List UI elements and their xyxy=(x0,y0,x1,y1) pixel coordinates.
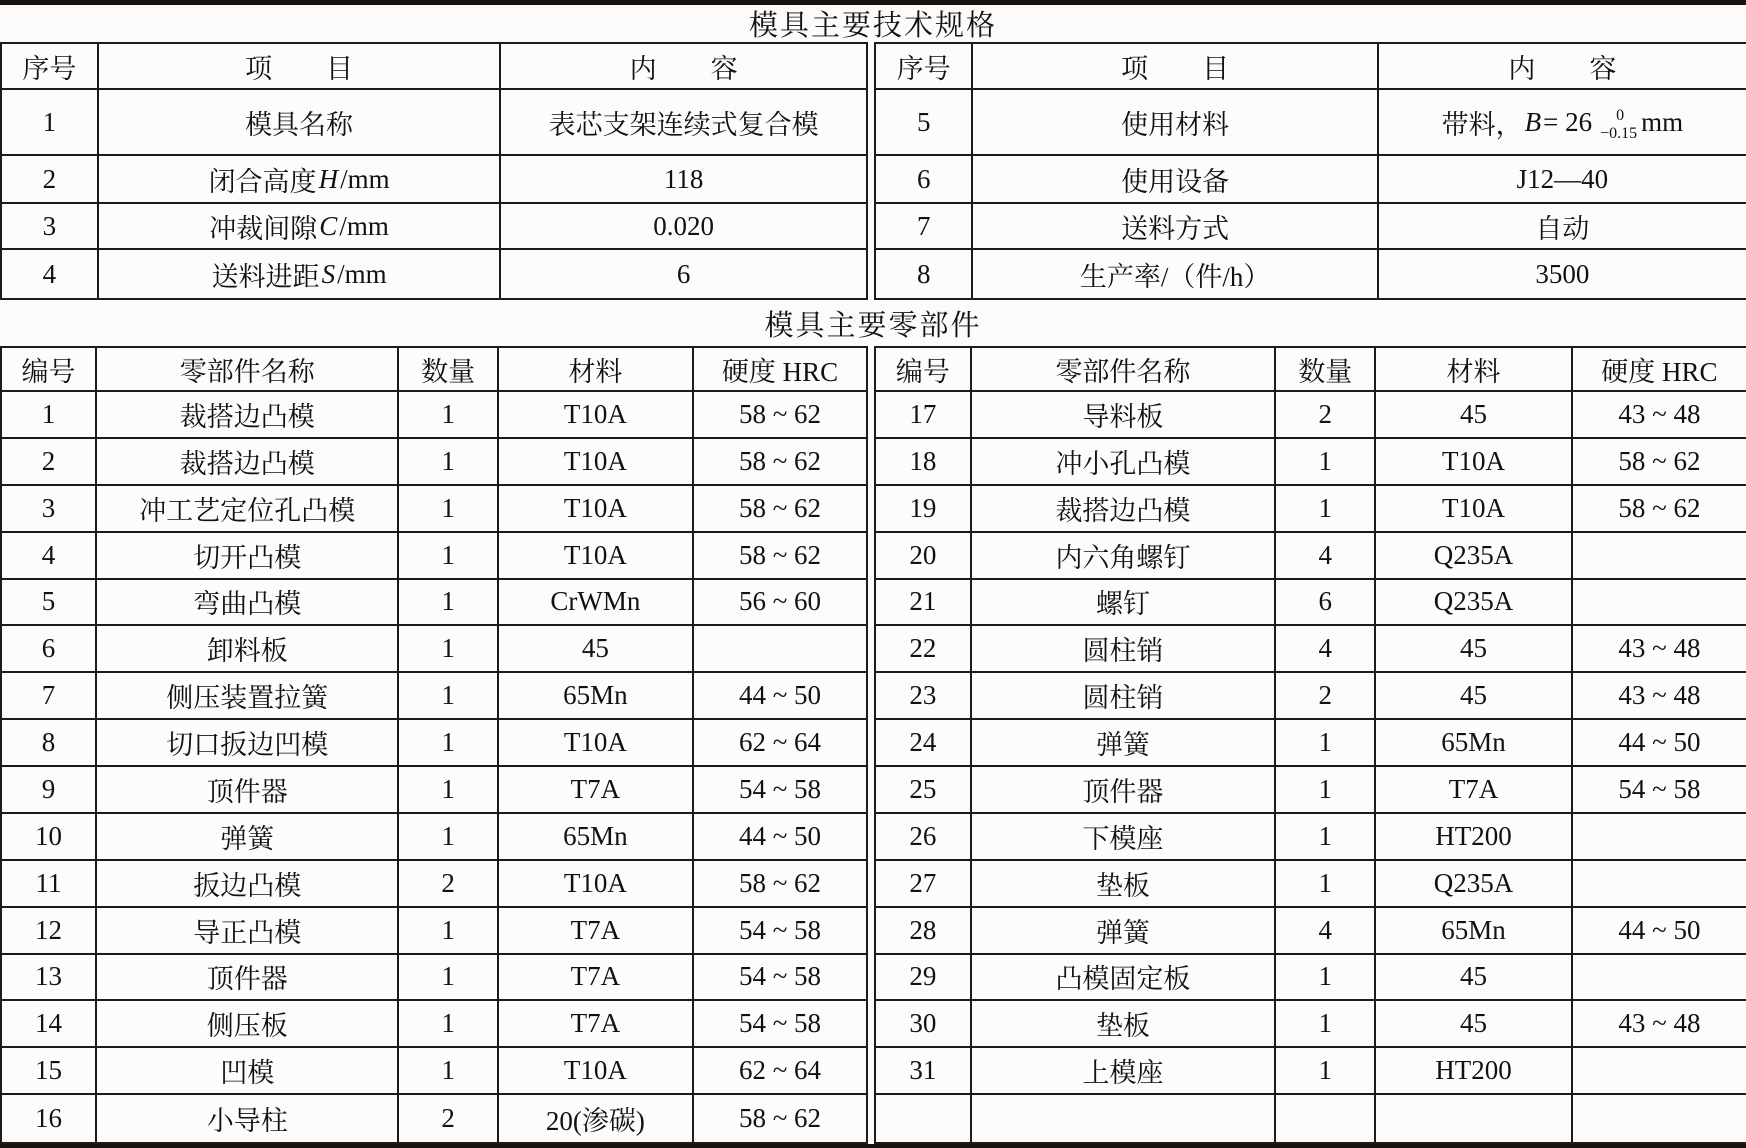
spec-cell-item: 送料方式 xyxy=(973,204,1378,250)
spec-cell-item: 模具名称 xyxy=(99,90,502,156)
parts-table-left xyxy=(0,346,868,1144)
parts-cell-1 xyxy=(972,1095,1277,1142)
parts-cell-2: 2 xyxy=(399,1095,498,1142)
parts-cell-3: T10A xyxy=(1376,439,1573,486)
parts-cell-0: 9 xyxy=(2,767,97,814)
parts-cell-1: 垫板 xyxy=(972,1001,1277,1048)
parts-cell-2: 1 xyxy=(399,533,498,580)
spec-header-2: 内 容 xyxy=(501,44,866,90)
parts-cell-0: 27 xyxy=(876,861,972,908)
parts-cell-1: 凸模固定板 xyxy=(972,955,1277,1002)
parts-cell-3: Q235A xyxy=(1376,861,1573,908)
parts-cell-1: 切口扳边凹模 xyxy=(97,720,399,767)
parts-cell-4: 54 ~ 58 xyxy=(1573,767,1746,814)
parts-header-2: 数量 xyxy=(399,348,498,392)
spec-cell-item: 冲裁间隙 C /mm xyxy=(99,204,502,250)
spec-cell-value: 3500 xyxy=(1535,258,1590,289)
parts-cell-1: 内六角螺钉 xyxy=(972,533,1277,580)
parts-cell-1: 切开凸模 xyxy=(97,533,399,580)
parts-cell-2: 1 xyxy=(1276,1001,1376,1048)
spec-cell-item: 闭合高度 H /mm xyxy=(99,156,502,204)
parts-cell-0: 11 xyxy=(2,861,97,908)
parts-cell-3: T10A xyxy=(499,533,694,580)
parts-cell-0: 5 xyxy=(2,580,97,627)
parts-header-3: 材料 xyxy=(499,348,694,392)
parts-cell-3: T7A xyxy=(499,908,694,955)
parts-header-2: 数量 xyxy=(1276,348,1376,392)
parts-cell-2: 1 xyxy=(399,767,498,814)
parts-cell-2: 4 xyxy=(1276,908,1376,955)
parts-cell-3: T10A xyxy=(1376,486,1573,533)
parts-cell-3: 45 xyxy=(1376,673,1573,720)
spec-cell-value: 带料， B = 26 0 −0.15 mm xyxy=(1379,90,1746,156)
parts-cell-0: 23 xyxy=(876,673,972,720)
spec-cell-no: 2 xyxy=(2,156,99,204)
parts-cell-4: 58 ~ 62 xyxy=(694,439,866,486)
parts-cell-0: 10 xyxy=(2,814,97,861)
parts-cell-3: HT200 xyxy=(1376,1048,1573,1095)
parts-cell-4: 58 ~ 62 xyxy=(694,533,866,580)
parts-table xyxy=(0,346,1746,1144)
parts-cell-2: 1 xyxy=(399,486,498,533)
parts-cell-0: 17 xyxy=(876,392,972,439)
parts-cell-3: Q235A xyxy=(1376,580,1573,627)
parts-cell-0: 18 xyxy=(876,439,972,486)
spec-table-right-half xyxy=(874,42,1746,300)
spec-header-1: 项 目 xyxy=(99,44,502,90)
spec-cell-no: 3 xyxy=(2,204,99,250)
parts-cell-2: 1 xyxy=(1276,861,1376,908)
parts-cell-1: 螺钉 xyxy=(972,580,1277,627)
parts-header-0: 编号 xyxy=(876,348,972,392)
spec-table-left-half xyxy=(0,42,868,300)
parts-cell-1: 扳边凸模 xyxy=(97,861,399,908)
parts-cell-3: 45 xyxy=(1376,955,1573,1002)
parts-cell-4 xyxy=(1573,814,1746,861)
parts-cell-1: 弹簧 xyxy=(972,908,1277,955)
parts-cell-4: 62 ~ 64 xyxy=(694,720,866,767)
spec-cell-item: 生产率/（件/h） xyxy=(973,250,1378,298)
parts-cell-3: 65Mn xyxy=(1376,908,1573,955)
parts-cell-4 xyxy=(1573,1048,1746,1095)
parts-cell-1: 裁搭边凸模 xyxy=(97,392,399,439)
parts-table-right xyxy=(874,346,1746,1144)
parts-cell-1: 顶件器 xyxy=(97,955,399,1002)
parts-table-title: 模具主要零部件 xyxy=(764,309,982,342)
spec-cell-no: 1 xyxy=(2,90,99,156)
parts-cell-1: 圆柱销 xyxy=(972,673,1277,720)
parts-cell-0: 15 xyxy=(2,1048,97,1095)
parts-cell-4 xyxy=(1573,861,1746,908)
parts-cell-3: T7A xyxy=(1376,767,1573,814)
parts-cell-0: 12 xyxy=(2,908,97,955)
parts-cell-3 xyxy=(1376,1095,1573,1142)
parts-cell-2: 1 xyxy=(399,955,498,1002)
parts-cell-1: 垫板 xyxy=(972,861,1277,908)
parts-cell-2: 4 xyxy=(1276,626,1376,673)
parts-cell-4: 58 ~ 62 xyxy=(738,1103,822,1134)
spec-cell-no: 4 xyxy=(2,250,99,298)
spec-cell-item: 使用设备 xyxy=(973,156,1378,204)
parts-cell-4 xyxy=(1573,1095,1746,1142)
parts-cell-2: 1 xyxy=(1276,767,1376,814)
parts-cell-0: 1 xyxy=(2,392,97,439)
spec-cell-no: 6 xyxy=(876,156,973,204)
parts-cell-2: 1 xyxy=(399,814,498,861)
spec-cell-value: 0.020 xyxy=(501,204,866,250)
parts-cell-2: 2 xyxy=(399,861,498,908)
parts-cell-0: 25 xyxy=(876,767,972,814)
parts-cell-0: 22 xyxy=(876,626,972,673)
parts-cell-2: 1 xyxy=(399,580,498,627)
spec-header-2: 内 容 xyxy=(1379,44,1746,90)
parts-cell-2: 1 xyxy=(399,1048,498,1095)
parts-cell-4: 43 ~ 48 xyxy=(1573,392,1746,439)
parts-cell-4: 43 ~ 48 xyxy=(1573,1001,1746,1048)
parts-cell-2: 1 xyxy=(399,439,498,486)
parts-cell-0: 2 xyxy=(2,439,97,486)
parts-cell-1: 下模座 xyxy=(972,814,1277,861)
parts-cell-4: 54 ~ 58 xyxy=(694,767,866,814)
parts-cell-4: 54 ~ 58 xyxy=(694,908,866,955)
bottom-border-rule xyxy=(0,1144,1746,1148)
parts-cell-4: 62 ~ 64 xyxy=(694,1048,866,1095)
parts-cell-3: 45 xyxy=(1376,392,1573,439)
parts-cell-0: 21 xyxy=(876,580,972,627)
parts-cell-3: T7A xyxy=(499,767,694,814)
parts-cell-1: 导正凸模 xyxy=(97,908,399,955)
spec-header-0: 序号 xyxy=(2,44,99,90)
parts-cell-2: 4 xyxy=(1276,533,1376,580)
spec-cell-value: 118 xyxy=(501,156,866,204)
spec-cell-value: 表芯支架连续式复合模 xyxy=(501,90,866,156)
parts-cell-2: 1 xyxy=(399,673,498,720)
parts-cell-3: T10A xyxy=(499,720,694,767)
parts-cell-1: 冲小孔凸模 xyxy=(972,439,1277,486)
parts-cell-1: 侧压装置拉簧 xyxy=(97,673,399,720)
parts-cell-3: 65Mn xyxy=(499,673,694,720)
parts-cell-1: 弹簧 xyxy=(97,814,399,861)
parts-cell-1: 裁搭边凸模 xyxy=(972,486,1277,533)
spec-header-1: 项 目 xyxy=(973,44,1378,90)
parts-cell-1: 侧压板 xyxy=(97,1001,399,1048)
parts-cell-2: 1 xyxy=(1276,955,1376,1002)
parts-cell-1: 冲工艺定位孔凸模 xyxy=(97,486,399,533)
parts-cell-0: 7 xyxy=(2,673,97,720)
parts-cell-4: 44 ~ 50 xyxy=(694,814,866,861)
parts-cell-1: 卸料板 xyxy=(97,626,399,673)
parts-header-1: 零部件名称 xyxy=(97,348,399,392)
parts-cell-1: 裁搭边凸模 xyxy=(97,439,399,486)
parts-cell-2: 1 xyxy=(399,626,498,673)
parts-cell-3: 45 xyxy=(1376,626,1573,673)
parts-cell-0: 26 xyxy=(876,814,972,861)
parts-cell-1: 上模座 xyxy=(972,1048,1277,1095)
spec-cell-no: 5 xyxy=(876,90,973,156)
spec-cell-value: 6 xyxy=(676,258,691,289)
parts-cell-2: 1 xyxy=(1276,720,1376,767)
parts-cell-3: 45 xyxy=(1376,1001,1573,1048)
parts-cell-4: 58 ~ 62 xyxy=(694,861,866,908)
parts-cell-1: 导料板 xyxy=(972,392,1277,439)
parts-table-left-half xyxy=(0,346,868,1144)
parts-cell-4 xyxy=(1573,955,1746,1002)
parts-cell-0 xyxy=(876,1095,972,1142)
spec-header-0: 序号 xyxy=(876,44,973,90)
parts-cell-2: 1 xyxy=(1276,439,1376,486)
parts-cell-4 xyxy=(694,626,866,673)
parts-cell-0: 14 xyxy=(2,1001,97,1048)
parts-cell-2: 1 xyxy=(1276,1048,1376,1095)
tolerance-stack: 0 −0.15 xyxy=(1600,106,1638,142)
spec-cell-value: J12—40 xyxy=(1379,156,1746,204)
parts-cell-1: 弯曲凸模 xyxy=(97,580,399,627)
parts-cell-0: 6 xyxy=(2,626,97,673)
parts-header-1: 零部件名称 xyxy=(972,348,1277,392)
spec-table-right xyxy=(874,42,1746,300)
parts-cell-2: 2 xyxy=(1276,673,1376,720)
parts-cell-3: CrWMn xyxy=(499,580,694,627)
spec-table-left xyxy=(0,42,868,300)
parts-cell-3: 20(渗碳) xyxy=(499,1095,694,1142)
parts-cell-4: 58 ~ 62 xyxy=(1573,439,1746,486)
parts-cell-3: T7A xyxy=(499,1001,694,1048)
parts-cell-1: 圆柱销 xyxy=(972,626,1277,673)
parts-cell-2: 1 xyxy=(1276,486,1376,533)
parts-cell-2: 6 xyxy=(1276,580,1376,627)
spec-cell-no: 7 xyxy=(876,204,973,250)
parts-cell-3: T10A xyxy=(499,392,694,439)
parts-cell-4: 43 ~ 48 xyxy=(1573,626,1746,673)
parts-cell-4: 54 ~ 58 xyxy=(694,955,866,1002)
parts-header-0: 编号 xyxy=(2,348,97,392)
parts-cell-1: 小导柱 xyxy=(97,1095,399,1142)
parts-cell-2: 1 xyxy=(399,392,498,439)
spec-table-title: 模具主要技术规格 xyxy=(748,10,997,42)
parts-cell-2: 1 xyxy=(399,1001,498,1048)
spec-cell-no: 8 xyxy=(876,250,973,298)
parts-cell-3: T10A xyxy=(499,439,694,486)
parts-cell-0: 3 xyxy=(2,486,97,533)
parts-cell-2: 1 xyxy=(399,720,498,767)
parts-cell-0: 29 xyxy=(876,955,972,1002)
parts-cell-3: T7A xyxy=(499,955,694,1002)
parts-cell-3: 65Mn xyxy=(499,814,694,861)
parts-cell-3: Q235A xyxy=(1376,533,1573,580)
parts-cell-4: 58 ~ 62 xyxy=(1573,486,1746,533)
parts-cell-4: 44 ~ 50 xyxy=(1573,908,1746,955)
parts-cell-2: 2 xyxy=(1276,392,1376,439)
parts-cell-4: 58 ~ 62 xyxy=(694,392,866,439)
parts-cell-0: 31 xyxy=(876,1048,972,1095)
parts-cell-0: 16 xyxy=(2,1095,97,1142)
spec-cell-item: 使用材料 xyxy=(973,90,1378,156)
parts-cell-3: 65Mn xyxy=(1376,720,1573,767)
parts-cell-1: 凹模 xyxy=(97,1048,399,1095)
parts-cell-0: 8 xyxy=(2,720,97,767)
parts-cell-4: 56 ~ 60 xyxy=(694,580,866,627)
parts-cell-2 xyxy=(1276,1095,1376,1142)
parts-cell-4: 44 ~ 50 xyxy=(1573,720,1746,767)
parts-cell-4 xyxy=(1573,533,1746,580)
spec-cell-value: 自动 xyxy=(1379,204,1746,250)
parts-cell-3: T10A xyxy=(499,861,694,908)
parts-header-4: 硬度 HRC xyxy=(1573,348,1746,392)
parts-cell-0: 20 xyxy=(876,533,972,580)
parts-cell-3: T10A xyxy=(499,1048,694,1095)
parts-cell-0: 28 xyxy=(876,908,972,955)
parts-cell-1: 顶件器 xyxy=(972,767,1277,814)
parts-cell-0: 19 xyxy=(876,486,972,533)
parts-cell-0: 30 xyxy=(876,1001,972,1048)
parts-cell-4: 44 ~ 50 xyxy=(694,673,866,720)
parts-cell-0: 13 xyxy=(2,955,97,1002)
parts-cell-3: T10A xyxy=(499,486,694,533)
parts-header-4: 硬度 HRC xyxy=(694,348,866,392)
parts-header-3: 材料 xyxy=(1376,348,1573,392)
parts-cell-2: 1 xyxy=(1276,814,1376,861)
parts-cell-0: 24 xyxy=(876,720,972,767)
parts-cell-3: 45 xyxy=(499,626,694,673)
parts-cell-4 xyxy=(1573,580,1746,627)
parts-cell-1: 顶件器 xyxy=(97,767,399,814)
parts-cell-1: 弹簧 xyxy=(972,720,1277,767)
parts-cell-4: 54 ~ 58 xyxy=(694,1001,866,1048)
spec-cell-item: 送料进距 S /mm xyxy=(99,250,502,298)
parts-cell-4: 58 ~ 62 xyxy=(694,486,866,533)
parts-table-right-half xyxy=(874,346,1746,1144)
spec-table xyxy=(0,42,1746,300)
parts-cell-2: 1 xyxy=(399,908,498,955)
parts-cell-3: HT200 xyxy=(1376,814,1573,861)
parts-cell-0: 4 xyxy=(2,533,97,580)
parts-cell-4: 43 ~ 48 xyxy=(1573,673,1746,720)
